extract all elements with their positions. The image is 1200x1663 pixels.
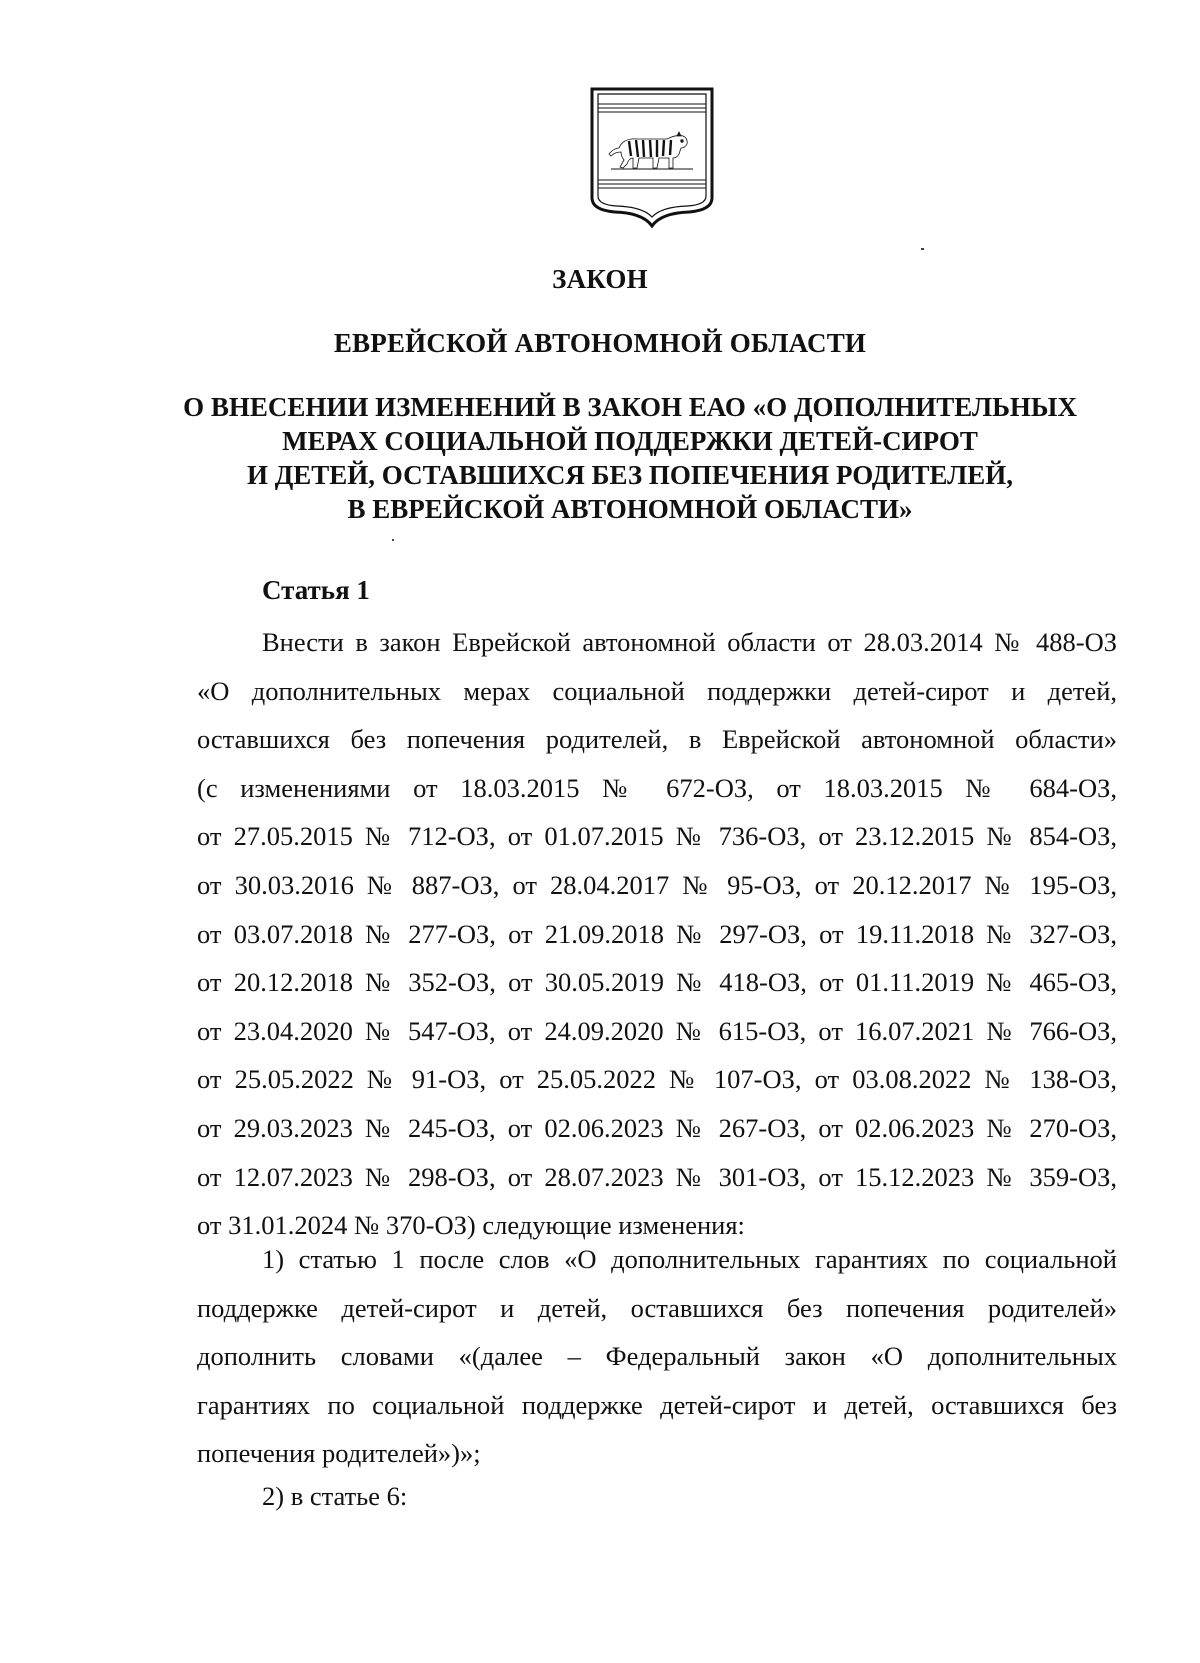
- law-title: ЗАКОН: [552, 264, 648, 294]
- text-line: от 29.03.2023 № 245-ОЗ, от 02.06.2023 № 267-ОЗ, от 02.06.2023 № 270-ОЗ,: [197, 1112, 1117, 1143]
- article-heading: Статья 1: [262, 575, 370, 605]
- text-line: гарантиях по социальной поддержке детей-сирот и детей, оставшихся без: [197, 1389, 1117, 1420]
- text-line: «О дополнительных мерах социальной поддержки детей-сирот и детей,: [197, 675, 1117, 706]
- subject-line: И ДЕТЕЙ, ОСТАВШИХСЯ БЕЗ ПОПЕЧЕНИЯ РОДИТЕЛЕЙ,: [246, 460, 1014, 490]
- text-line: 1) статью 1 после слов «О дополнительных гарантиях по социальной: [262, 1244, 1117, 1274]
- region-title: ЕВРЕЙСКОЙ АВТОНОМНОЙ ОБЛАСТИ: [333, 328, 867, 358]
- text-line: от 23.04.2020 № 547-ОЗ, от 24.09.2020 № 615-ОЗ, от 16.07.2021 № 766-ОЗ,: [197, 1015, 1117, 1046]
- subject-line: О ВНЕСЕНИИ ИЗМЕНЕНИЙ В ЗАКОН ЕАО «О ДОПОЛНИТЕЛЬНЫХ: [183, 392, 1077, 422]
- text-line: от 31.01.2024 № 370-ОЗ) следующие изменения:: [197, 1210, 745, 1241]
- law-subject-title: [150, 390, 1110, 526]
- coat-of-arms-icon: [589, 86, 715, 228]
- text-line: от 03.07.2018 № 277-ОЗ, от 21.09.2018 № 297-ОЗ, от 19.11.2018 № 327-ОЗ,: [197, 918, 1117, 949]
- paragraph-amendment-intro: [197, 618, 1117, 1250]
- text-line: от 27.05.2015 № 712-ОЗ, от 01.07.2015 № 736-ОЗ, от 23.12.2015 № 854-ОЗ,: [197, 821, 1117, 852]
- text-line: поддержке детей-сирот и детей, оставшихся без попечения родителей»: [197, 1292, 1117, 1323]
- text-line: (с изменениями от 18.03.2015 № 672-ОЗ, от 18.03.2015 № 684-ОЗ,: [197, 772, 1117, 803]
- subject-line: МЕРАХ СОЦИАЛЬНОЙ ПОДДЕРЖКИ ДЕТЕЙ-СИРОТ: [282, 426, 978, 456]
- text-line: от 30.03.2016 № 887-ОЗ, от 28.04.2017 № 95-ОЗ, от 20.12.2017 № 195-ОЗ,: [197, 869, 1117, 900]
- text-line: от 25.05.2022 № 91-ОЗ, от 25.05.2022 № 107-ОЗ, от 03.08.2022 № 138-ОЗ,: [197, 1064, 1117, 1095]
- text-line: Внести в закон Еврейской автономной области от 28.03.2014 № 488-ОЗ: [262, 627, 1117, 657]
- paragraph-item-1: [197, 1235, 1117, 1478]
- text-line: дополнить словами «(далее – Федеральный закон «О дополнительных: [197, 1341, 1117, 1372]
- text-line: от 20.12.2018 № 352-ОЗ, от 30.05.2019 № 418-ОЗ, от 01.11.2019 № 465-ОЗ,: [197, 967, 1117, 998]
- text-line: оставшихся без попечения родителей, в Еврейской автономной области»: [197, 724, 1117, 755]
- text-line: от 12.07.2023 № 298-ОЗ, от 28.07.2023 № 301-ОЗ, от 15.12.2023 № 359-ОЗ,: [197, 1161, 1117, 1192]
- paragraph-item-2: 2) в статье 6:: [262, 1481, 408, 1511]
- scan-speck: [921, 248, 924, 250]
- text-line: попечения родителей»)»;: [197, 1438, 481, 1469]
- subject-line: В ЕВРЕЙСКОЙ АВТОНОМНОЙ ОБЛАСТИ»: [347, 494, 913, 524]
- scan-speck: [392, 539, 394, 541]
